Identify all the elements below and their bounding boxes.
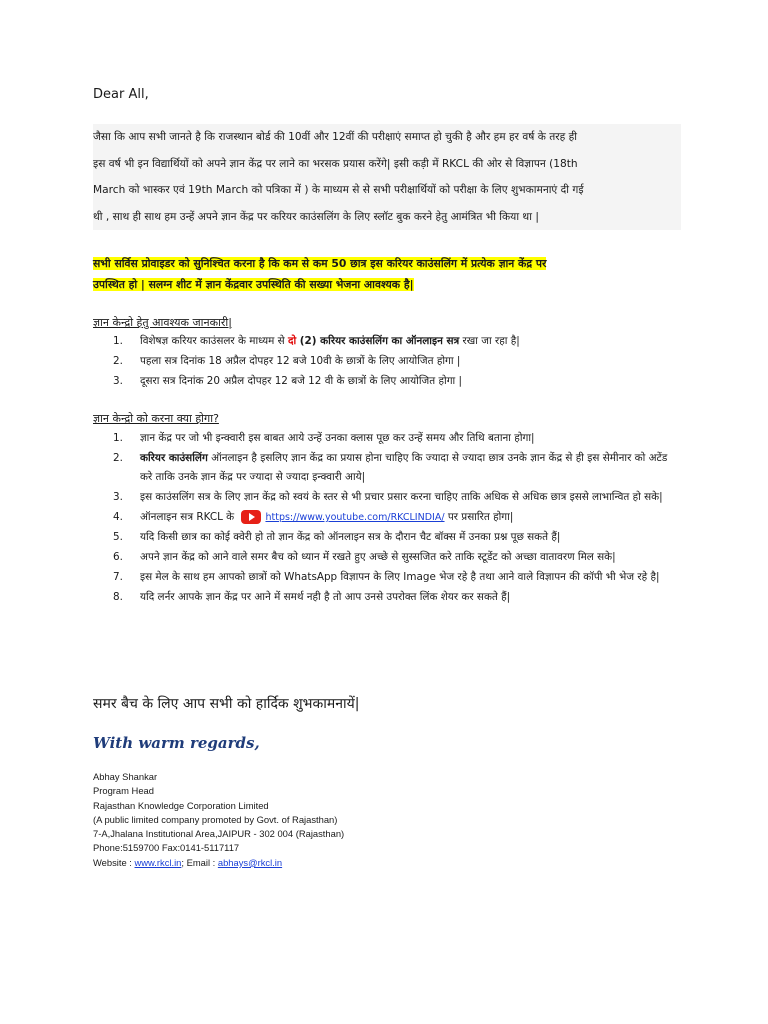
signature-org: Rajasthan Knowledge Corporation Limited	[93, 799, 269, 811]
list-item: 3. इस काउंसलिंग सत्र के लिए ज्ञान केंद्र को स्वयं के स्तर से भी प्रचार प्रसार करना चाहिए ताकि अधिक से अधिक छात्र इससे लाभान्वित हो सके|	[113, 491, 663, 503]
list-item: 3. दूसरा सत्र दिनांक 20 अप्रैल दोपहर 12 बजे 12 वी के छात्रों के लिए आयोजित होगा |	[113, 375, 463, 387]
list-item: 6. अपने ज्ञान केंद्र को आने वाले समर बैच को ध्यान में रखते हुए अच्छे से सुस्सजित करे ताकि स्टूडेंट को अच्छा वातावरण मिल सके|	[113, 551, 616, 563]
intro-line: जैसा कि आप सभी जानते है कि राजस्थान बोर्ड की 10वीं और 12वीं की परीक्षाएं समाप्त हो चुकी है और हम हर वर्ष के तरह ही	[93, 131, 577, 143]
signature-block	[93, 770, 344, 870]
list-item: 8. यदि लर्नर आपके ज्ञान केंद्र पर आने में समर्थ नही है तो आप उनसे उपरोक्त लिंक शेयर कर सकते हैं|	[113, 591, 511, 603]
list-item: 1. विशेषज्ञ करियर काउंसलर के माध्यम से दो (2) करियर काउंसलिंग का ऑनलाइन सत्र रखा जा रहा है|	[113, 335, 520, 347]
intro-line: March को भास्कर एवं 19th March को पत्रिका में ) के माध्यम से से सभी परीक्षार्थियों को परीक्षा के लिए शुभकामनाएं दी गई	[93, 184, 584, 196]
signature-note: (A public limited company promoted by Govt. of Rajasthan)	[93, 813, 338, 825]
intro-line: इस वर्ष भी इन विद्यार्थियों को अपने ज्ञान केंद्र पर लाने का भरसक प्रयास करेंगे| इसी कड़ी में RKCL की ओर से विज्ञापन (18th	[93, 157, 578, 170]
youtube-link[interactable]: https://www.youtube.com/RKCLINDIA/	[265, 512, 445, 523]
list-item: 2. पहला सत्र दिनांक 18 अप्रैल दोपहर 12 बजे 10वी के छात्रों के लिए आयोजित होगा |	[113, 355, 461, 367]
list-item: 1. ज्ञान केंद्र पर जो भी इन्क्वारी इस बाबत आये उन्हें उनका क्लास पूछ कर उन्हें समय और तिथि बताना होगा|	[113, 432, 535, 444]
highlighted-notice	[93, 253, 681, 295]
signature-address: 7-A,Jhalana Institutional Area,JAIPUR - 302 004 (Rajasthan)	[93, 828, 345, 840]
section-heading-tasks: ज्ञान केन्द्रो को करना क्या होगा?	[93, 412, 219, 425]
tasks-list	[113, 429, 673, 608]
regards-text: With warm regards,	[93, 734, 260, 752]
section-heading-info: ज्ञान केन्द्रो हेतु आवश्यक जानकारी|	[93, 316, 232, 329]
highlight-line: उपस्थित हो | सलग्न शीट में ज्ञान केंद्रवार उपस्थिति की सख्या भेजना आवश्यक है|	[93, 278, 414, 291]
website-link[interactable]: www.rkcl.in	[134, 856, 182, 868]
highlight-line: सभी सर्विस प्रोवाइडर को सुनिश्चित करना है कि कम से कम 50 छात्र इस करियर काउंसलिंग में प्रत्येक ज्ञान केंद्र पर	[93, 257, 547, 270]
list-item: 2. करियर काउंसलिंग ऑनलाइन है इसलिए ज्ञान केंद्र का प्रयास होना चाहिए कि ज्यादा से ज्यादा छात्र उनके ज्ञान केंद्र से ही इस सेमीनार को अटेंड करे ताकि उनके ज्ञान केंद्र पर ज्यादा से ज्यादा इन्क्वारी आये|	[113, 452, 668, 483]
greeting: Dear All,	[93, 87, 149, 102]
list-item: 7. इस मेल के साथ हम आपको छात्रों को WhatsApp विज्ञापन के लिए Image भेज रहे है तथा आने वाले विज्ञापन की कॉपी भी भेज रहे है|	[113, 571, 660, 583]
email-link[interactable]: abhays@rkcl.in	[217, 856, 283, 868]
info-list	[113, 331, 673, 391]
signature-title: Program Head	[93, 785, 154, 797]
youtube-icon	[241, 510, 261, 524]
signature-name: Abhay Shankar	[93, 771, 158, 782]
signature-contact: Website : www.rkcl.in; Email : abhays@rkcl.in	[93, 856, 283, 868]
signature-phone: Phone:5159700 Fax:0141-5117117	[93, 842, 240, 854]
list-item: 5. यदि किसी छात्र का कोई क्वेरी हो तो ज्ञान केंद्र को ऑनलाइन सत्र के दौरान चैट बॉक्स में उनका प्रश्न पूछ सकते हैं|	[113, 531, 561, 543]
list-item: 4. ऑनलाइन सत्र RKCL के https://www.youtube.com/RKCLINDIA/ पर प्रसारित होगा|	[113, 511, 514, 523]
intro-paragraph	[93, 124, 681, 230]
wishes-text: समर बैच के लिए आप सभी को हार्दिक शुभकामनायें|	[93, 696, 360, 712]
intro-line: थी , साथ ही साथ हम उन्हें अपने ज्ञान केंद्र पर करियर काउंसलिंग के लिए स्लॉट बुक करने हेतु आमंत्रित भी किया था |	[93, 210, 539, 223]
